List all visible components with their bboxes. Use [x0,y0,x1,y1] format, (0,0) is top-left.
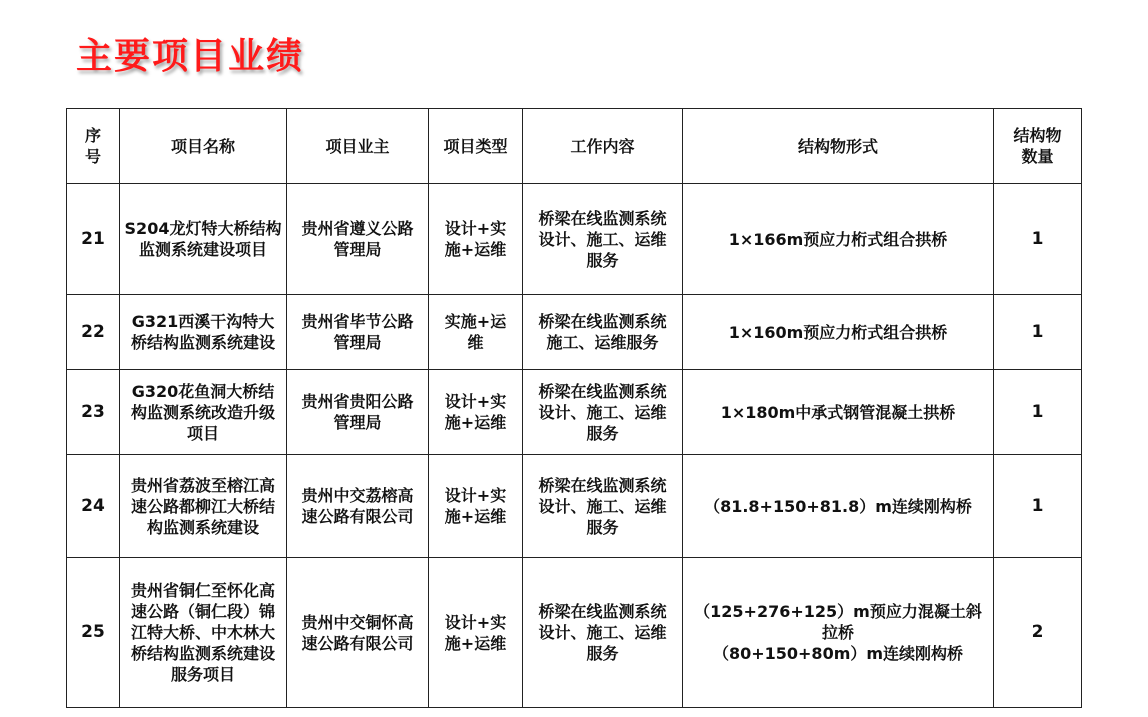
row-no: 24 [67,455,120,558]
row-type: 设计+实施+运维 [429,455,523,558]
row-type: 设计+实施+运维 [429,558,523,708]
row-no: 23 [67,370,120,455]
row-name: G320花鱼洞大桥结构监测系统改造升级项目 [120,370,287,455]
row-name: 贵州省荔波至榕江高速公路都柳江大桥结构监测系统建设 [120,455,287,558]
row-owner: 贵州中交荔榕高速公路有限公司 [287,455,429,558]
header-owner: 项目业主 [287,109,429,184]
row-form: 1×160m预应力桁式组合拱桥 [683,295,994,370]
row-name: 贵州省铜仁至怀化高速公路（铜仁段）锦江特大桥、中木林大桥结构监测系统建设服务项目 [120,558,287,708]
row-no: 25 [67,558,120,708]
header-no: 序号 [67,109,120,184]
row-type: 设计+实施+运维 [429,184,523,295]
row-form: （125+276+125）m预应力混凝土斜拉桥 [694,602,982,642]
table-row [67,370,1082,455]
row-owner: 贵州省遵义公路管理局 [287,184,429,295]
row-form: 1×180m中承式钢管混凝土拱桥 [683,370,994,455]
header-name: 项目名称 [120,109,287,184]
table-row [67,455,1082,558]
row-count: 1 [994,370,1082,455]
table-header-row [67,109,1082,184]
row-content: 桥梁在线监测系统设计、施工、运维服务 [523,370,683,455]
row-no: 21 [67,184,120,295]
header-content: 工作内容 [523,109,683,184]
row-form-secondary: （80+150+80m）m连续刚构桥 [712,644,964,663]
header-type: 项目类型 [429,109,523,184]
row-type: 设计+实施+运维 [429,370,523,455]
row-form-cell [683,558,994,708]
row-count: 1 [994,184,1082,295]
row-type: 实施+运维 [429,295,523,370]
project-table [66,108,1082,708]
header-count: 结构物数量 [994,109,1082,184]
row-no: 22 [67,295,120,370]
row-content: 桥梁在线监测系统设计、施工、运维服务 [523,558,683,708]
row-count: 2 [994,558,1082,708]
page-title: 主要项目业绩 [76,36,305,77]
row-name: S204龙灯特大桥结构监测系统建设项目 [120,184,287,295]
row-form: 1×166m预应力桁式组合拱桥 [683,184,994,295]
row-form: （81.8+150+81.8）m连续刚构桥 [683,455,994,558]
row-owner: 贵州中交铜怀高速公路有限公司 [287,558,429,708]
table-row [67,558,1082,708]
row-content: 桥梁在线监测系统设计、施工、运维服务 [523,455,683,558]
row-count: 1 [994,295,1082,370]
table-row [67,184,1082,295]
row-content: 桥梁在线监测系统设计、施工、运维服务 [523,184,683,295]
row-name: G321西溪干沟特大桥结构监测系统建设 [120,295,287,370]
row-owner: 贵州省毕节公路管理局 [287,295,429,370]
header-form: 结构物形式 [683,109,994,184]
row-count: 1 [994,455,1082,558]
row-content: 桥梁在线监测系统施工、运维服务 [523,295,683,370]
row-owner: 贵州省贵阳公路管理局 [287,370,429,455]
table-row [67,295,1082,370]
